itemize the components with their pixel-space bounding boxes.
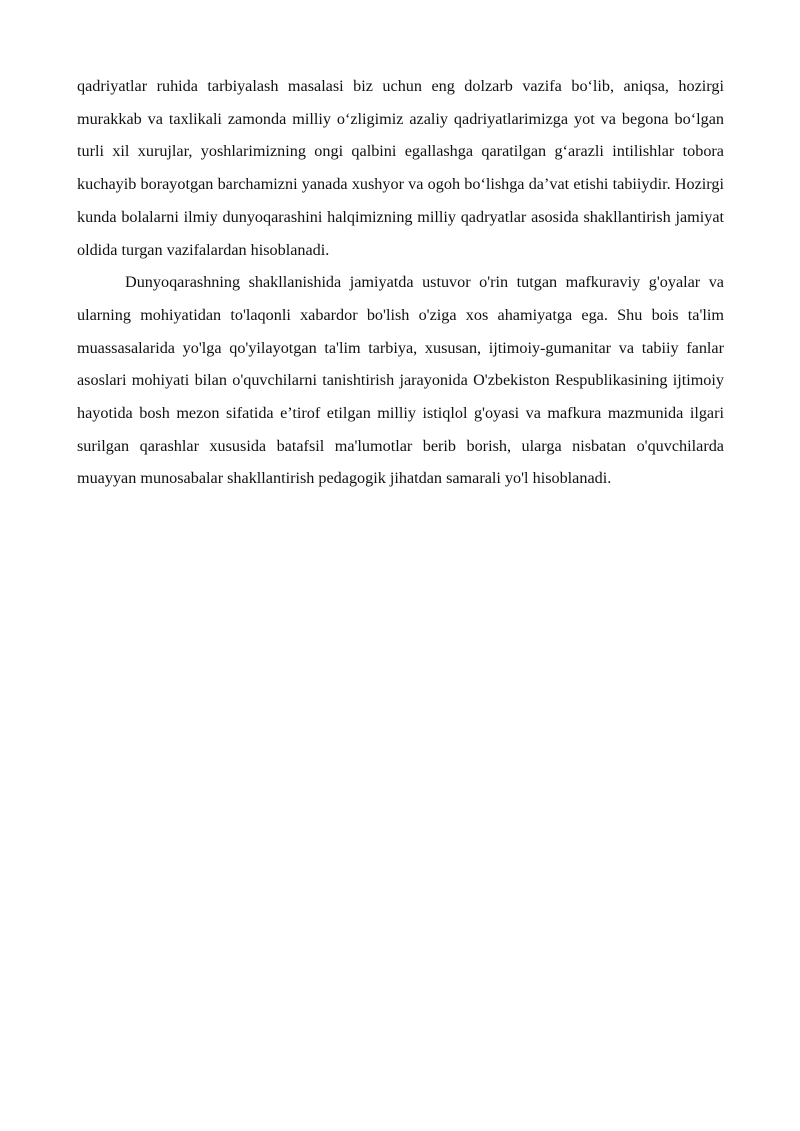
document-body xyxy=(77,70,724,495)
paragraph-1: qadriyatlar ruhida tarbiyalash masalasi biz uchun eng dolzarb vazifa bo‘lib, aniqsa, hozirgi murakkab va taxlikali zamonda milliy o‘zligimiz azaliy qadriyatlarimizga yot va begona bo‘lgan turli xil xurujlar, yoshlarimizning ongi qalbini egallashga qaratilgan g‘arazli intilishlar tobora kuchayib borayotgan barchamizni yanada xushyor va ogoh bo‘lishga da’vat etishi tabiiydir. Hozirgi kunda bolalarni ilmiy dunyoqarashini halqimizning milliy qadryatlar asosida shakllantirish jamiyat oldida turgan vazifalardan hisoblanadi. xyxy=(77,77,724,259)
paragraph-2: Dunyoqarashning shakllanishida jamiyatda ustuvor o'rin tutgan mafkuraviy g'oyalar va ularning mohiyatidan to'laqonli xabardor bo'lish o'ziga xos ahamiyatga ega. Shu bois ta'lim muassasalarida yo'lga qo'yilayotgan ta'lim tarbiya, xususan, ijtimoiy-gumanitar va tabiiy fanlar asoslari mohiyati bilan o'quvchilarni tanishtirish jarayonida O'zbekiston Respublikasining ijtimoiy hayotida bosh mezon sifatida e’tirof etilgan milliy istiqlol g'oyasi va mafkura mazmunida ilgari surilgan qarashlar xususida batafsil ma'lumotlar berib borish, ularga nisbatan o'quvchilarda muayyan munosabalar shakllantirish pedagogik jihatdan samarali yo'l hisoblanadi. xyxy=(77,273,724,488)
